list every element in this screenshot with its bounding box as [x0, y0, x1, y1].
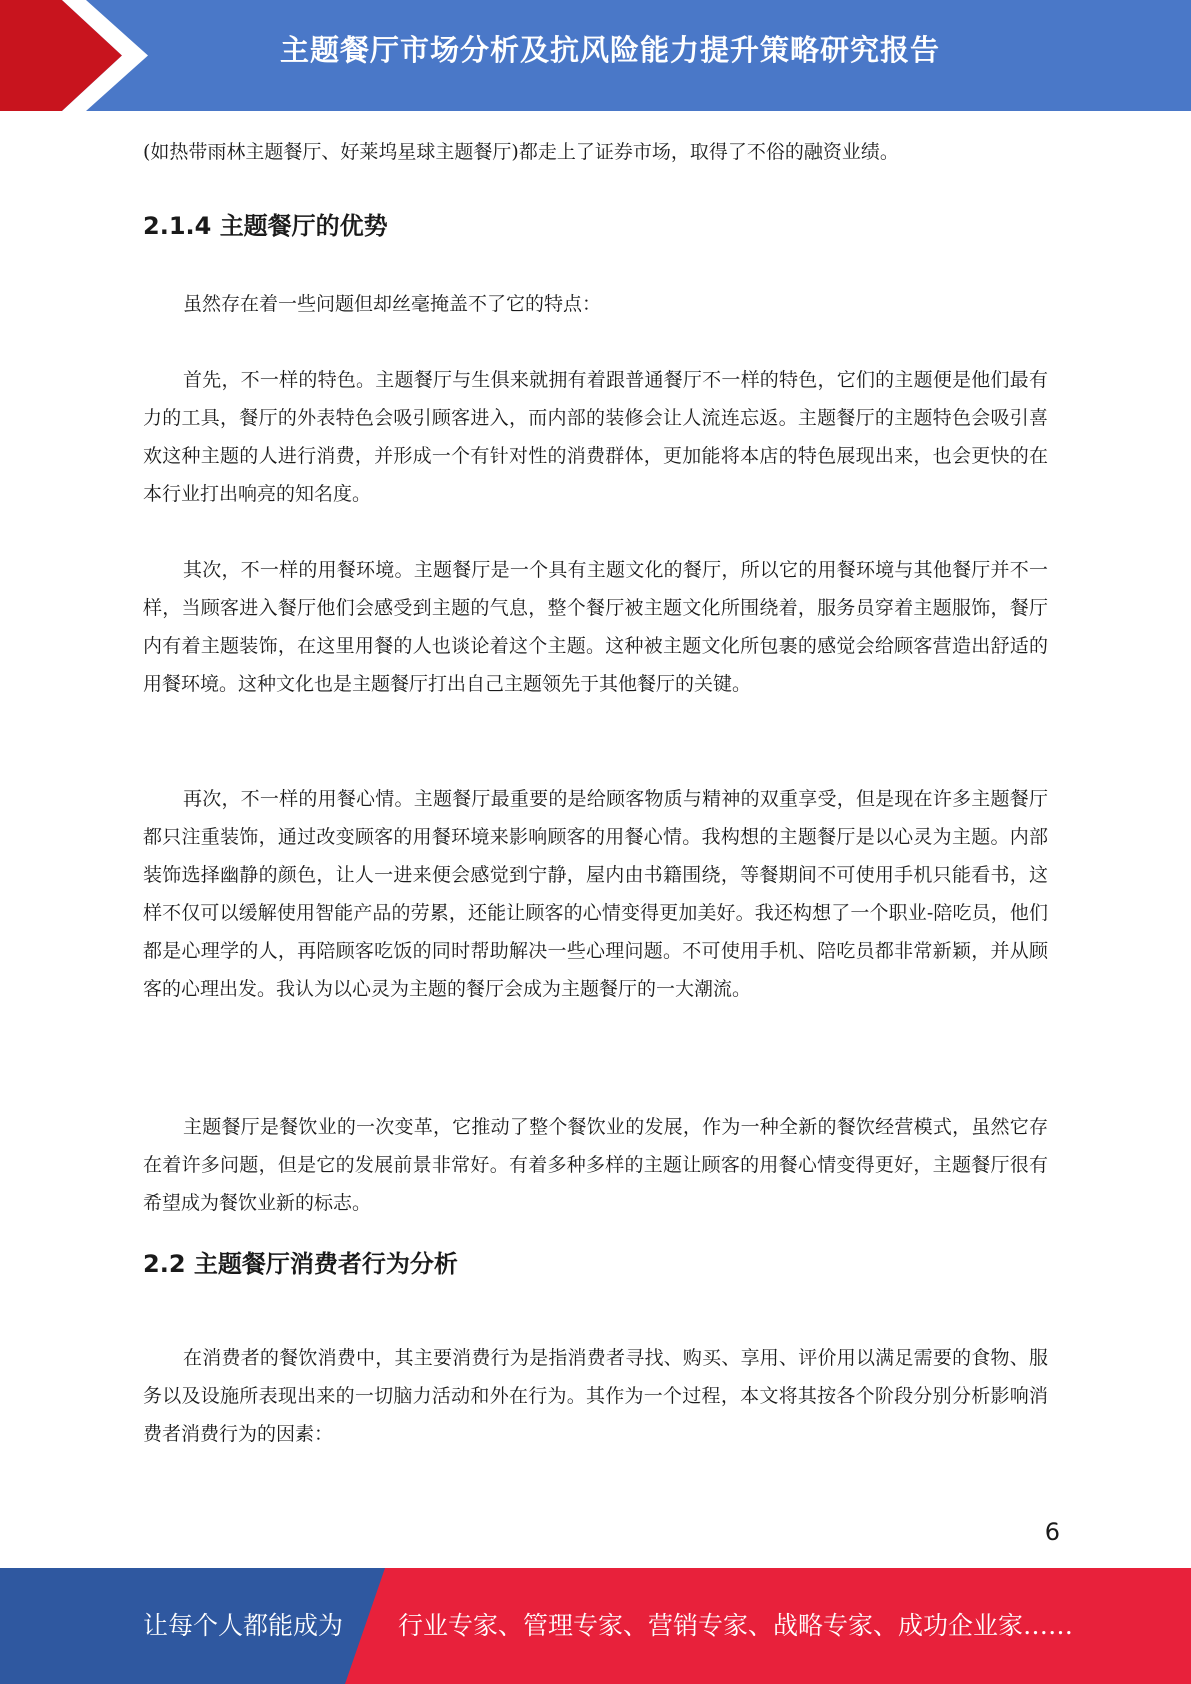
page-footer [0, 1568, 1191, 1684]
footer-slogan-right: 行业专家、管理专家、营销专家、战略专家、成功企业家…… [398, 1611, 1074, 1640]
header-arrow-decoration [0, 0, 160, 111]
paragraph-3: 其次，不一样的用餐环境。主题餐厅是一个具有主题文化的餐厅，所以它的用餐环境与其他餐厅并不一样，当顾客进入餐厅他们会感受到主题的气息，整个餐厅被主题文化所围绕着，服务员穿着主题服饰，餐厅内有着主题装饰，在这里用餐的人也谈论着这个主题。这种被主题文化所包裹的感觉会给顾客营造出舒适的用餐环境。这种文化也是主题餐厅打出自己主题领先于其他餐厅的关键。 [143, 559, 1048, 695]
page-header [0, 0, 1191, 111]
footer-slogan-left: 让每个人都能成为 [143, 1611, 344, 1640]
paragraph-5: 主题餐厅是餐饮业的一次变革，它推动了整个餐饮业的发展，作为一种全新的餐饮经营模式，虽然它存在着许多问题，但是它的发展前景非常好。有着多种多样的主题让顾客的用餐心情变得更好，主题餐厅很有希望成为餐饮业新的标志。 [143, 1116, 1048, 1214]
document-title: 主题餐厅市场分析及抗风险能力提升策略研究报告 [279, 33, 940, 67]
paragraph-1: 虽然存在着一些问题但却丝毫掩盖不了它的特点： [183, 293, 602, 315]
paragraph-0: (如热带雨林主题餐厅、好莱坞星球主题餐厅)都走上了证券市场，取得了不俗的融资业绩。 [143, 141, 899, 163]
paragraph-2: 首先，不一样的特色。主题餐厅与生俱来就拥有着跟普通餐厅不一样的特色，它们的主题便是他们最有力的工具，餐厅的外表特色会吸引顾客进入，而内部的装修会让人流连忘返。主题餐厅的主题特色会吸引喜欢这种主题的人进行消费，并形成一个有针对性的消费群体，更加能将本店的特色展现出来，也会更快的在本行业打出响亮的知名度。 [143, 369, 1048, 505]
paragraph-6: 在消费者的餐饮消费中，其主要消费行为是指消费者寻找、购买、享用、评价用以满足需要的食物、服务以及设施所表现出来的一切脑力活动和外在行为。其作为一个过程，本文将其按各个阶段分别分析影响消费者消费行为的因素： [143, 1347, 1048, 1445]
section-heading-2-1-4: 2.1.4 主题餐厅的优势 [143, 212, 388, 240]
section-heading-2-2: 2.2 主题餐厅消费者行为分析 [143, 1250, 458, 1278]
page-number: 6 [1044, 1518, 1060, 1546]
paragraph-4: 再次，不一样的用餐心情。主题餐厅最重要的是给顾客物质与精神的双重享受，但是现在许多主题餐厅都只注重装饰，通过改变顾客的用餐环境来影响顾客的用餐心情。我构想的主题餐厅是以心灵为主题。内部装饰选择幽静的颜色，让人一进来便会感觉到宁静，屋内由书籍围绕，等餐期间不可使用手机只能看书，这样不仅可以缓解使用智能产品的劳累，还能让顾客的心情变得更加美好。我还构想了一个职业-陪吃员，他们都是心理学的人，再陪顾客吃饭的同时帮助解决一些心理问题。不可使用手机、陪吃员都非常新颖，并从顾客的心理出发。我认为以心灵为主题的餐厅会成为主题餐厅的一大潮流。 [143, 788, 1048, 1000]
